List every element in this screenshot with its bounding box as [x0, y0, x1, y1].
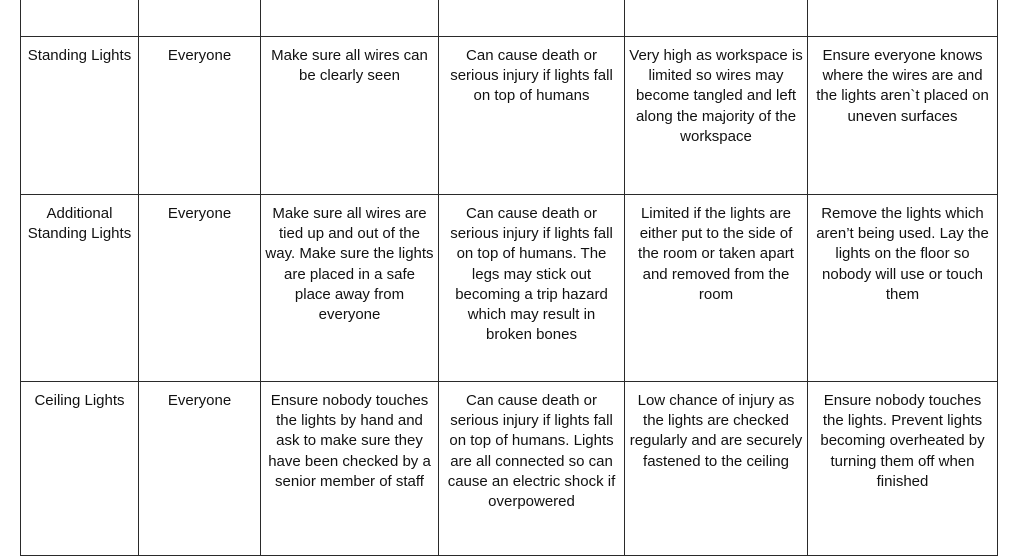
- who-cell: Everyone: [139, 37, 261, 195]
- table-row: [21, 382, 998, 556]
- header-cell-6: [808, 0, 998, 37]
- table-header-row: [21, 0, 998, 37]
- hazard-cell: Ceiling Lights: [21, 382, 139, 556]
- header-cell-5: [625, 0, 808, 37]
- header-cell-2: [139, 0, 261, 37]
- header-cell-1: [21, 0, 139, 37]
- harm-cell: Can cause death or serious injury if lights fall on top of humans. Lights are all connected so can cause an electric shock if overpowered: [439, 382, 625, 556]
- action-cell: Ensure everyone knows where the wires are and the lights aren`t placed on uneven surfaces: [808, 37, 998, 195]
- action-cell: Ensure nobody touches the lights. Prevent lights becoming overheated by turning them off when finished: [808, 382, 998, 556]
- risk-cell: Limited if the lights are either put to the side of the room or taken apart and removed from the room: [625, 195, 808, 382]
- who-cell: Everyone: [139, 195, 261, 382]
- who-cell: Everyone: [139, 382, 261, 556]
- control-cell: Make sure all wires can be clearly seen: [261, 37, 439, 195]
- risk-assessment-table: [20, 0, 998, 556]
- harm-cell: Can cause death or serious injury if lights fall on top of humans. The legs may stick out becoming a trip hazard which may result in broken bones: [439, 195, 625, 382]
- control-cell: Make sure all wires are tied up and out of the way. Make sure the lights are placed in a safe place away from everyone: [261, 195, 439, 382]
- action-cell: Remove the lights which aren’t being used. Lay the lights on the floor so nobody will use or touch them: [808, 195, 998, 382]
- hazard-cell: Standing Lights: [21, 37, 139, 195]
- risk-cell: Very high as workspace is limited so wires may become tangled and left along the majority of the workspace: [625, 37, 808, 195]
- control-cell: Ensure nobody touches the lights by hand and ask to make sure they have been checked by a senior member of staff: [261, 382, 439, 556]
- hazard-cell: Additional Standing Lights: [21, 195, 139, 382]
- table-row: [21, 195, 998, 382]
- header-cell-4: [439, 0, 625, 37]
- table-row: [21, 37, 998, 195]
- header-cell-3: [261, 0, 439, 37]
- risk-cell: Low chance of injury as the lights are checked regularly and are securely fastened to the ceiling: [625, 382, 808, 556]
- harm-cell: Can cause death or serious injury if lights fall on top of humans: [439, 37, 625, 195]
